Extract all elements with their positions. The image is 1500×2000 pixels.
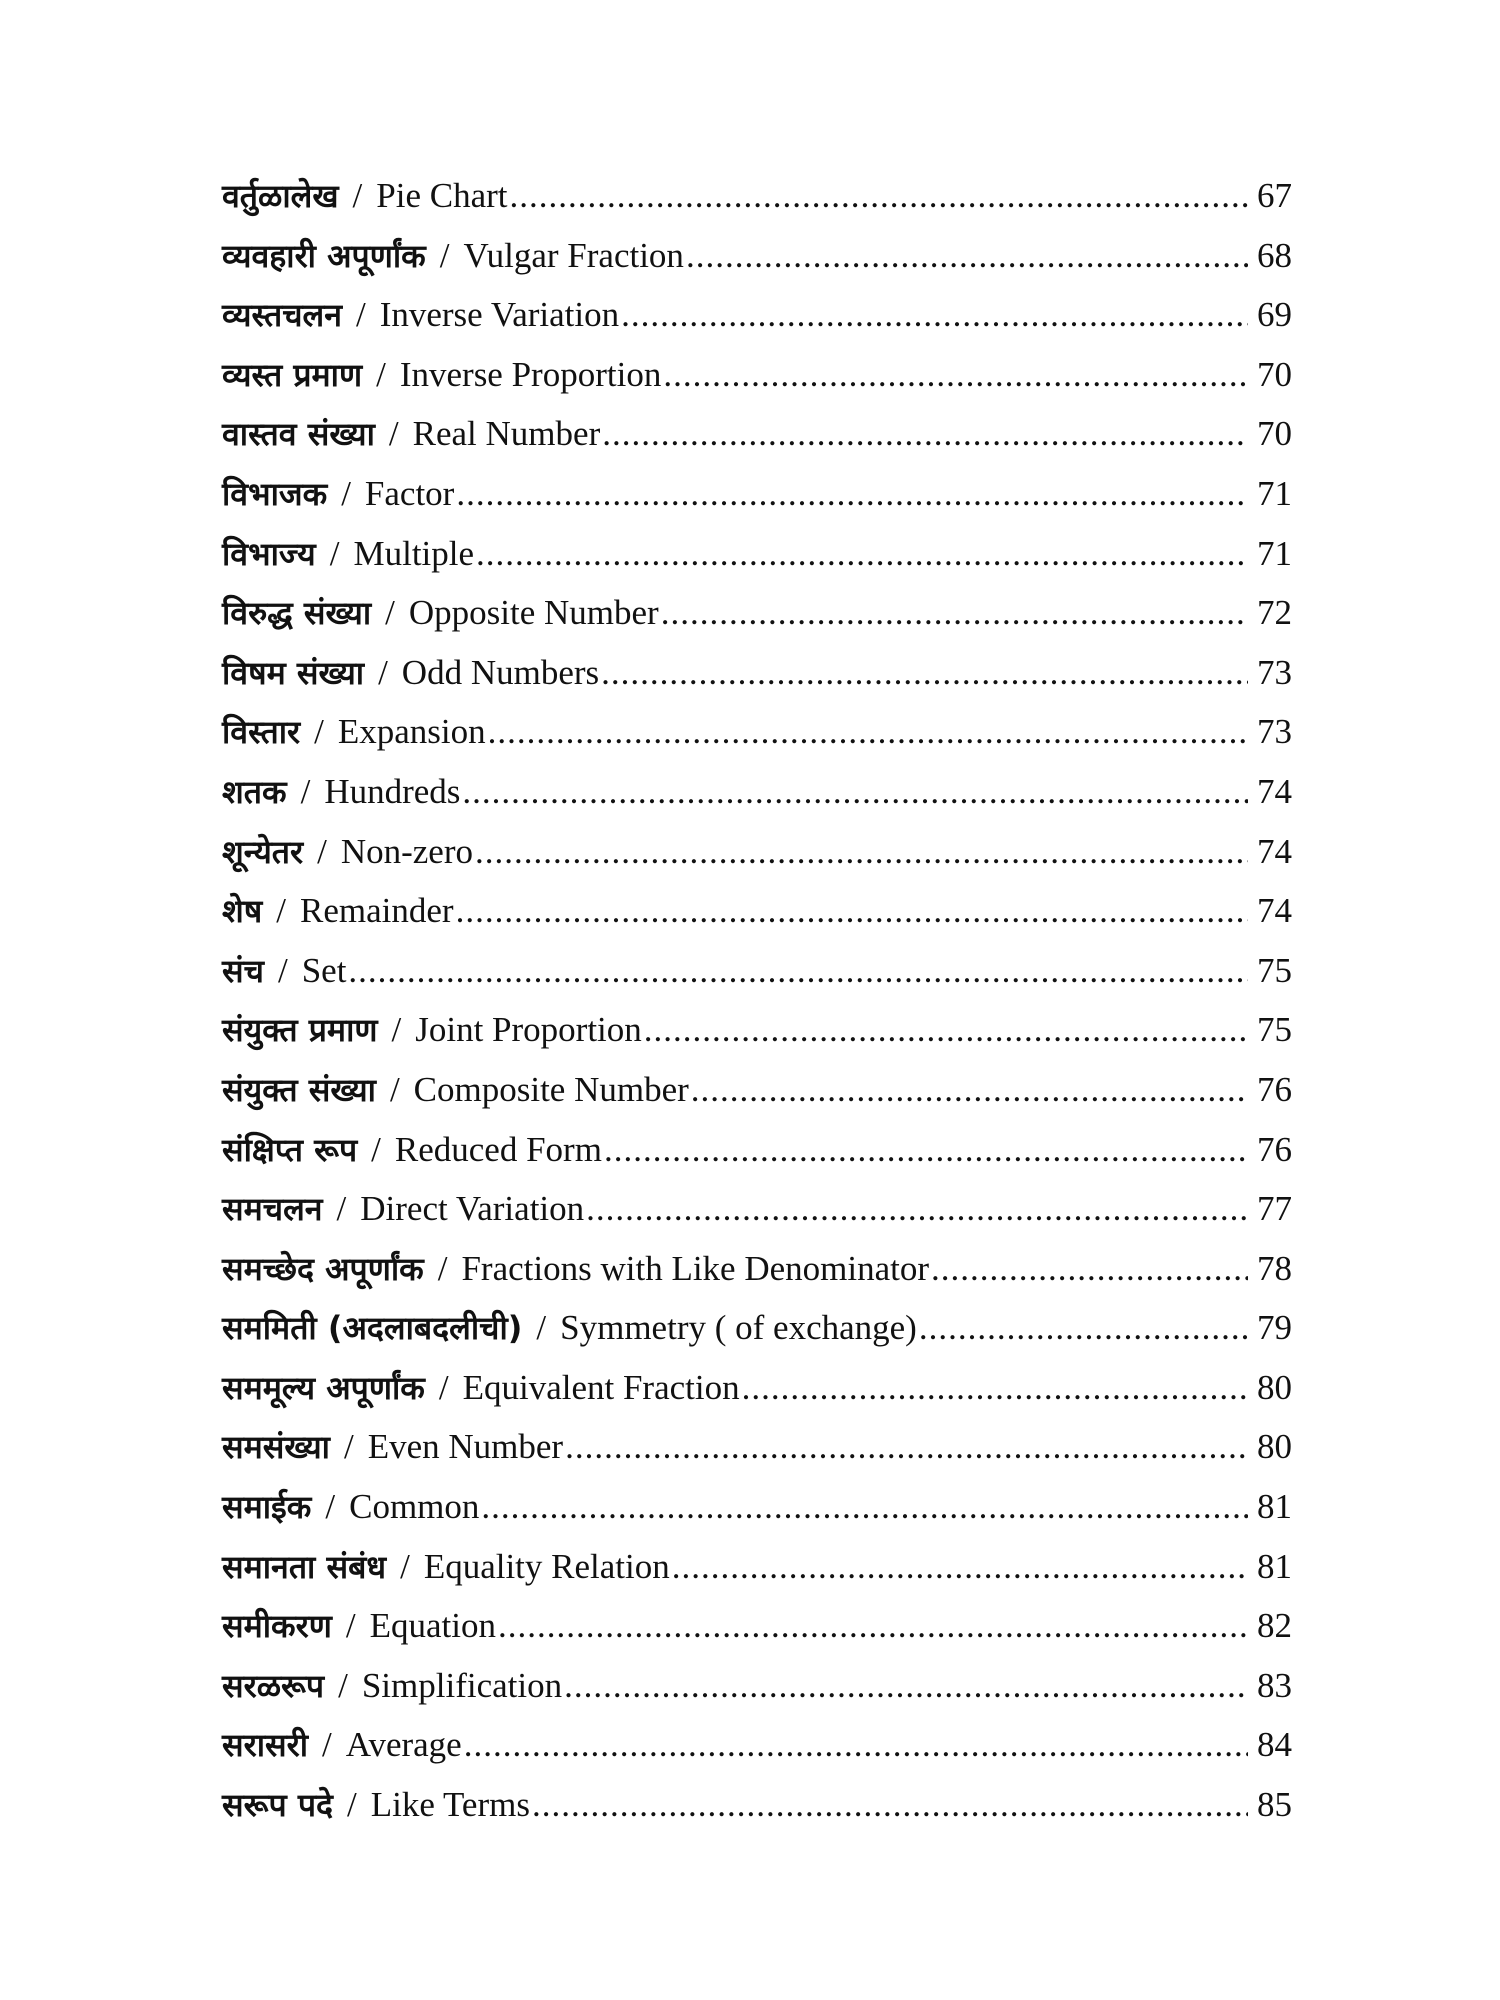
page-number: 75 — [1257, 1010, 1292, 1050]
marathi-term: व्यस्त प्रमाण — [222, 355, 363, 394]
english-term: Equivalent Fraction — [462, 1367, 740, 1407]
marathi-term: विस्तार — [222, 713, 301, 752]
marathi-term: संक्षिप्त रूप — [222, 1130, 358, 1169]
dot-leader — [488, 702, 1248, 762]
english-term: Fractions with Like Denominator — [461, 1248, 930, 1288]
separator-slash: / — [385, 593, 395, 633]
dot-leader — [456, 881, 1248, 941]
dot-leader — [532, 1775, 1248, 1835]
english-term: Expansion — [337, 712, 486, 752]
page-number: 83 — [1257, 1665, 1292, 1705]
separator-slash: / — [536, 1308, 547, 1348]
separator-slash: / — [300, 771, 311, 811]
separator-slash: / — [352, 176, 363, 215]
page-number: 81 — [1257, 1546, 1292, 1586]
dot-leader — [644, 1000, 1248, 1060]
marathi-term: शतक — [222, 772, 287, 811]
page-number: 73 — [1257, 712, 1292, 752]
index-entry — [222, 524, 1292, 584]
separator-slash: / — [437, 1248, 448, 1288]
marathi-term: संयुक्त संख्या — [222, 1070, 376, 1109]
english-term: Set — [301, 950, 347, 990]
index-entry — [222, 1537, 1292, 1597]
page-number: 73 — [1257, 652, 1292, 692]
page-number: 70 — [1257, 414, 1292, 454]
marathi-term: सरासरी — [222, 1726, 309, 1765]
marathi-term: संच — [222, 951, 264, 990]
index-entry — [222, 1417, 1292, 1477]
marathi-term: समसंख्या — [222, 1428, 330, 1467]
index-entry — [222, 643, 1292, 703]
separator-slash: / — [322, 1725, 332, 1765]
marathi-term: शेष — [222, 892, 263, 931]
dot-leader — [456, 464, 1248, 524]
english-term: Common — [349, 1487, 480, 1527]
marathi-term: समानता संबंध — [222, 1547, 387, 1586]
english-term: Non-zero — [340, 831, 473, 871]
marathi-term: संयुक्त प्रमाण — [222, 1011, 378, 1050]
english-term: Direct Variation — [360, 1189, 585, 1229]
dot-leader — [672, 1537, 1248, 1597]
english-term: Factor — [364, 473, 455, 513]
index-entry — [222, 822, 1292, 882]
marathi-term: विरुद्ध संख्या — [222, 594, 372, 633]
marathi-term: समाईक — [222, 1488, 312, 1527]
page-number: 78 — [1257, 1248, 1292, 1288]
english-term: Odd Numbers — [401, 652, 600, 692]
index-entry — [222, 345, 1292, 405]
english-term: Remainder — [300, 891, 454, 931]
dot-leader — [462, 762, 1248, 822]
marathi-term: सममूल्य अपूर्णांक — [222, 1368, 425, 1407]
english-term: Real Number — [412, 414, 601, 454]
index-entry — [222, 881, 1292, 941]
marathi-term: सरळरूप — [222, 1666, 325, 1705]
page-number: 74 — [1257, 891, 1292, 931]
marathi-term: सममिती (अदलाबदलीची) — [222, 1309, 523, 1348]
page-number: 80 — [1257, 1427, 1292, 1467]
index-entry — [222, 762, 1292, 822]
dot-leader — [586, 1179, 1248, 1239]
dot-leader — [601, 643, 1248, 703]
marathi-term: विषम संख्या — [222, 653, 365, 692]
index-entry — [222, 1775, 1292, 1835]
separator-slash: / — [400, 1546, 410, 1586]
index-entry — [222, 702, 1292, 762]
page-number: 74 — [1257, 831, 1292, 871]
dot-leader — [919, 1298, 1248, 1358]
index-entry — [222, 226, 1292, 286]
english-term: Like Terms — [370, 1785, 530, 1825]
separator-slash: / — [438, 1367, 449, 1407]
separator-slash: / — [325, 1487, 336, 1527]
separator-slash: / — [317, 831, 327, 871]
english-term: Inverse Proportion — [399, 354, 662, 394]
marathi-term: विभाज्य — [222, 534, 316, 573]
page-number: 69 — [1257, 295, 1292, 335]
marathi-term: सरूप पदे — [222, 1786, 333, 1825]
dot-leader — [691, 1060, 1248, 1120]
separator-slash: / — [378, 652, 388, 692]
index-entry — [222, 941, 1292, 1001]
separator-slash: / — [329, 533, 340, 573]
marathi-term: समच्छेद अपूर्णांक — [222, 1249, 424, 1288]
dot-leader — [464, 1715, 1248, 1775]
index-entry — [222, 1715, 1292, 1775]
separator-slash: / — [388, 414, 399, 454]
english-term: Reduced Form — [394, 1129, 602, 1169]
dot-leader — [604, 1120, 1248, 1180]
dot-leader — [663, 345, 1248, 405]
marathi-term: शून्येतर — [222, 832, 304, 871]
english-term: Average — [345, 1725, 462, 1765]
marathi-term: वास्तव संख्या — [222, 415, 375, 454]
dot-leader — [564, 1656, 1248, 1716]
dot-leader — [565, 1417, 1248, 1477]
dot-leader — [498, 1596, 1248, 1656]
marathi-term: व्यवहारी अपूर्णांक — [222, 236, 426, 275]
page-number: 67 — [1257, 176, 1292, 215]
dot-leader — [481, 1477, 1248, 1537]
index-entry — [222, 1120, 1292, 1180]
index-entry — [222, 1000, 1292, 1060]
marathi-term: वर्तुळालेख — [222, 177, 339, 215]
dot-leader — [742, 1358, 1248, 1418]
separator-slash: / — [276, 891, 286, 931]
dot-leader — [475, 822, 1248, 882]
page-number: 81 — [1257, 1487, 1292, 1527]
index-entry — [222, 1358, 1292, 1418]
index-entry — [222, 1656, 1292, 1716]
separator-slash: / — [389, 1069, 400, 1109]
dot-leader — [348, 941, 1248, 1001]
index-entry — [222, 1060, 1292, 1120]
index-entry — [222, 1239, 1292, 1299]
index-entry — [222, 1596, 1292, 1656]
page-number: 77 — [1257, 1189, 1292, 1229]
english-term: Even Number — [367, 1427, 564, 1467]
marathi-term: विभाजक — [222, 474, 328, 513]
index-entry — [222, 1179, 1292, 1239]
english-term: Inverse Variation — [379, 295, 620, 335]
english-term: Equation — [369, 1606, 496, 1646]
separator-slash: / — [439, 235, 450, 275]
separator-slash: / — [336, 1189, 347, 1229]
separator-slash: / — [277, 950, 288, 990]
page-number: 68 — [1257, 235, 1292, 275]
page-number: 75 — [1257, 950, 1292, 990]
english-term: Equality Relation — [423, 1546, 670, 1586]
separator-slash: / — [391, 1010, 402, 1050]
index-entry — [222, 285, 1292, 345]
index-entry — [222, 166, 1292, 226]
page-number: 76 — [1257, 1069, 1292, 1109]
page-number: 84 — [1257, 1725, 1292, 1765]
dot-leader — [602, 404, 1248, 464]
page-number: 79 — [1257, 1308, 1292, 1348]
dot-leader — [509, 166, 1248, 226]
index-entry — [222, 1298, 1292, 1358]
dot-leader — [621, 285, 1248, 345]
glossary-index-list — [222, 166, 1292, 1835]
dot-leader — [476, 524, 1248, 584]
separator-slash: / — [338, 1665, 348, 1705]
english-term: Simplification — [361, 1665, 563, 1705]
marathi-term: समचलन — [222, 1190, 323, 1229]
marathi-term: व्यस्तचलन — [222, 296, 342, 335]
english-term: Joint Proportion — [415, 1010, 642, 1050]
index-entry — [222, 464, 1292, 524]
english-term: Vulgar Fraction — [463, 235, 684, 275]
page-number: 72 — [1257, 593, 1292, 633]
separator-slash: / — [355, 295, 366, 335]
dot-leader — [931, 1239, 1248, 1299]
dot-leader — [661, 583, 1248, 643]
english-term: Symmetry ( of exchange) — [560, 1308, 917, 1348]
page-number: 74 — [1257, 771, 1292, 811]
english-term: Composite Number — [413, 1069, 689, 1109]
separator-slash: / — [376, 354, 386, 394]
page-number: 85 — [1257, 1785, 1292, 1825]
index-entry — [222, 583, 1292, 643]
page-number: 82 — [1257, 1606, 1292, 1646]
dot-leader — [686, 226, 1248, 286]
separator-slash: / — [343, 1427, 354, 1467]
page-number: 71 — [1257, 533, 1292, 573]
english-term: Hundreds — [324, 771, 461, 811]
english-term: Multiple — [353, 533, 475, 573]
page-number: 76 — [1257, 1129, 1292, 1169]
marathi-term: समीकरण — [222, 1607, 332, 1646]
english-term: Pie Chart — [376, 176, 508, 215]
separator-slash: / — [314, 712, 324, 752]
english-term: Opposite Number — [408, 593, 659, 633]
page-number: 80 — [1257, 1367, 1292, 1407]
index-entry — [222, 404, 1292, 464]
separator-slash: / — [341, 473, 351, 513]
separator-slash: / — [371, 1129, 381, 1169]
page-number: 70 — [1257, 354, 1292, 394]
index-entry — [222, 1477, 1292, 1537]
separator-slash: / — [346, 1785, 357, 1825]
page-number: 71 — [1257, 473, 1292, 513]
separator-slash: / — [345, 1606, 356, 1646]
